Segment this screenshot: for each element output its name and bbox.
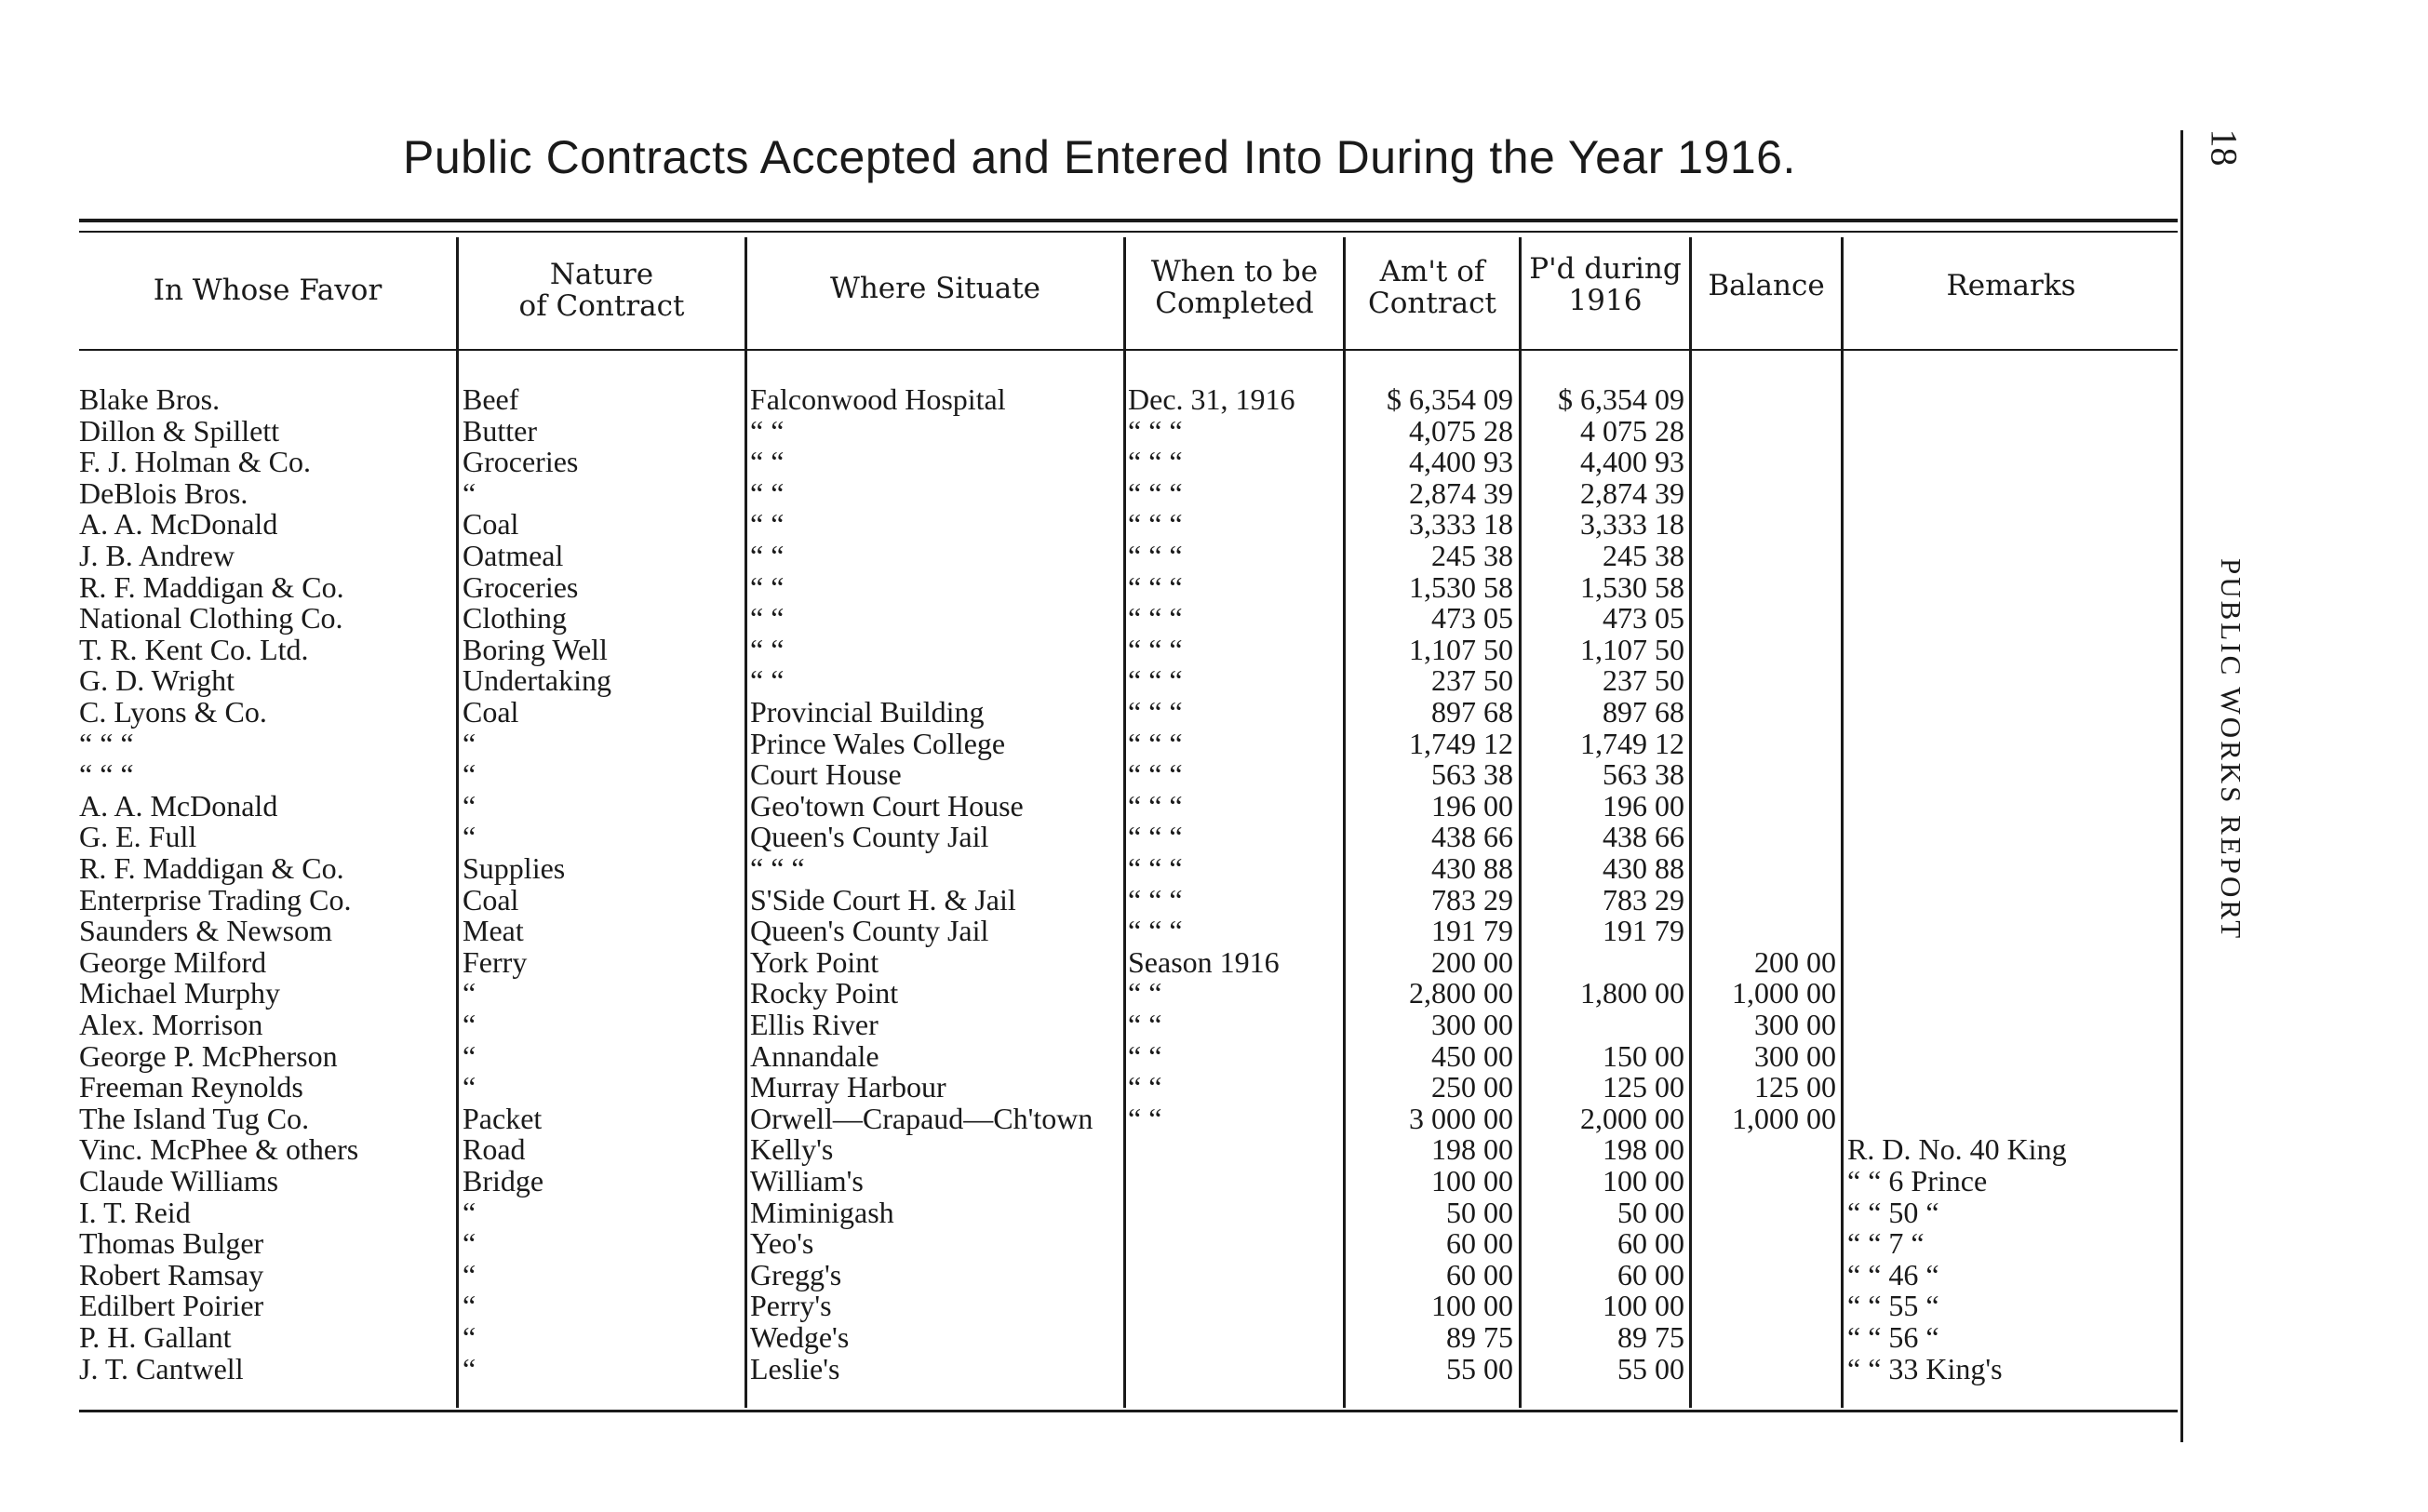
running-head: PUBLIC WORKS REPORT [2215,558,2247,942]
cell-nature: “ [463,757,476,792]
cell-paid: 438 66 [1603,820,1684,854]
cell-amount: 438 66 [1431,820,1513,854]
cell-remarks: “ “ 33 King's [1847,1351,2003,1385]
header-paid: P'd during 1916 [1529,252,1682,317]
cell-paid: 4 075 28 [1580,413,1684,448]
cell-nature: “ [463,1070,476,1104]
cell-nature: “ [463,788,476,823]
cell-amount: 783 29 [1431,882,1513,917]
cell-where: “ “ [750,475,785,510]
header-remarks: Remarks [1946,269,2076,302]
cell-paid: 237 50 [1603,663,1684,698]
cell-amount: 200 00 [1431,944,1513,979]
col-divider [744,237,747,1408]
cell-amount: 100 00 [1431,1164,1513,1198]
cell-paid: 125 00 [1603,1070,1684,1104]
cell-favor: George Milford [79,944,267,979]
top-rule-thin [79,231,2178,233]
cell-amount: 1,749 12 [1409,726,1513,760]
cell-amount: 50 00 [1446,1195,1513,1229]
cell-nature: Clothing [463,601,568,636]
cell-when: “ “ “ [1128,882,1183,917]
cell-where: Orwell—Crapaud—Ch'town [750,1101,1093,1135]
cell-when: Season 1916 [1128,944,1280,979]
cell-where: Gregg's [750,1257,842,1291]
cell-amount: 245 38 [1431,539,1513,572]
cell-when: “ “ [1128,976,1162,1010]
cell-favor: Vinc. McPhee & others [79,1132,359,1167]
cell-nature: Beef [463,382,519,416]
cell-paid: 1,749 12 [1580,726,1684,760]
cell-paid: 2,874 39 [1580,475,1684,510]
cell-paid: 100 00 [1603,1164,1684,1198]
cell-favor: DeBlois Bros. [79,475,248,510]
cell-remarks: “ “ 50 “ [1847,1195,1939,1229]
right-margin-line [2180,130,2183,1442]
cell-nature: “ [463,1226,476,1261]
cell-where: Kelly's [750,1132,834,1167]
cell-paid: 563 38 [1603,757,1684,792]
col-divider [1689,237,1692,1408]
cell-amount: 4,075 28 [1409,413,1513,448]
cell-nature: “ [463,1257,476,1291]
cell-when: “ “ “ [1128,507,1183,542]
cell-favor: A. A. McDonald [79,788,278,823]
cell-where: “ “ [750,507,785,542]
cell-balance: 1,000 00 [1732,976,1836,1010]
cell-where: “ “ [750,539,785,572]
cell-when: “ “ “ [1128,539,1183,572]
cell-paid: 60 00 [1617,1226,1684,1261]
cell-when: “ “ [1128,1101,1162,1135]
cell-remarks: “ “ 55 “ [1847,1289,1939,1323]
cell-paid: 1,107 50 [1580,632,1684,666]
cell-paid: 100 00 [1603,1289,1684,1323]
cell-favor: Claude Williams [79,1164,279,1198]
cell-paid: 191 79 [1603,914,1684,948]
cell-when: “ “ [1128,1038,1162,1073]
cell-nature: “ [463,820,476,854]
cell-amount: 198 00 [1431,1132,1513,1167]
cell-nature: “ [463,1320,476,1354]
cell-paid: 150 00 [1603,1038,1684,1073]
cell-where: Leslie's [750,1351,840,1385]
cell-amount: 60 00 [1446,1226,1513,1261]
cell-amount: 89 75 [1446,1320,1513,1354]
cell-when: “ “ “ [1128,695,1183,729]
cell-amount: 191 79 [1431,914,1513,948]
cell-remarks: “ “ 6 Prince [1847,1164,1988,1198]
cell-nature: Butter [463,413,537,448]
cell-nature: “ [463,1195,476,1229]
cell-favor: Blake Bros. [79,382,221,416]
cell-where: Provincial Building [750,695,985,729]
cell-where: Court House [750,757,902,792]
cell-paid: 50 00 [1617,1195,1684,1229]
cell-amount: 473 05 [1431,601,1513,636]
cell-where: Yeo's [750,1226,814,1261]
cell-remarks: “ “ 56 “ [1847,1320,1939,1354]
cell-nature: “ [463,1351,476,1385]
cell-when: “ “ “ [1128,569,1183,604]
cell-balance: 300 00 [1754,1008,1836,1041]
header-rule [79,349,2178,351]
cell-paid: 89 75 [1617,1320,1684,1354]
cell-favor: George P. McPherson [79,1038,338,1073]
cell-nature: Coal [463,695,519,729]
cell-where: Prince Wales College [750,726,1006,760]
cell-where: Miminigash [750,1195,894,1229]
cell-amount: 1,530 58 [1409,569,1513,604]
cell-where: Geo'town Court House [750,788,1024,823]
cell-favor: “ “ “ [79,726,134,760]
cell-favor: P. H. Gallant [79,1320,232,1354]
cell-favor: Robert Ramsay [79,1257,264,1291]
cell-nature: Boring Well [463,632,608,666]
cell-amount: $ 6,354 09 [1387,382,1513,416]
cell-balance: 300 00 [1754,1038,1836,1073]
top-rule-thick [79,219,2178,222]
cell-nature: Groceries [463,445,579,479]
cell-paid: 60 00 [1617,1257,1684,1291]
cell-favor: Michael Murphy [79,976,280,1010]
cell-remarks: “ “ 46 “ [1847,1257,1939,1291]
cell-favor: J. T. Cantwell [79,1351,244,1385]
col-divider [1123,237,1126,1408]
cell-amount: 3 000 00 [1409,1101,1513,1135]
cell-when: “ “ “ [1128,413,1183,448]
cell-amount: 300 00 [1431,1008,1513,1041]
cell-where: “ “ [750,663,785,698]
cell-favor: J. B. Andrew [79,539,235,572]
cell-where: Wedge's [750,1320,850,1354]
col-divider [456,237,459,1408]
cell-paid: 55 00 [1617,1351,1684,1385]
cell-where: Queen's County Jail [750,914,989,948]
cell-amount: 1,107 50 [1409,632,1513,666]
cell-amount: 60 00 [1446,1257,1513,1291]
cell-amount: 250 00 [1431,1070,1513,1104]
cell-when: “ “ “ [1128,914,1183,948]
cell-amount: 4,400 93 [1409,445,1513,479]
cell-when: “ “ “ [1128,851,1183,885]
cell-favor: Thomas Bulger [79,1226,264,1261]
cell-favor: I. T. Reid [79,1195,191,1229]
cell-where: “ “ [750,569,785,604]
cell-remarks: R. D. No. 40 King [1847,1132,2067,1167]
cell-favor: “ “ “ [79,757,134,792]
cell-where: “ “ “ [750,851,805,885]
cell-favor: G. D. Wright [79,663,235,698]
cell-where: “ “ [750,413,785,448]
cell-paid: 783 29 [1603,882,1684,917]
cell-when: “ “ “ [1128,601,1183,636]
cell-paid: 3,333 18 [1580,507,1684,542]
cell-amount: 2,800 00 [1409,976,1513,1010]
cell-favor: A. A. McDonald [79,507,278,542]
cell-paid: 2,000 00 [1580,1101,1684,1135]
cell-nature: “ [463,1038,476,1073]
cell-when: “ “ “ [1128,445,1183,479]
cell-paid: 1,530 58 [1580,569,1684,604]
cell-favor: F. J. Holman & Co. [79,445,312,479]
cell-favor: Alex. Morrison [79,1008,263,1041]
cell-when: “ “ “ [1128,663,1183,698]
cell-nature: Road [463,1132,526,1167]
cell-nature: Packet [463,1101,543,1135]
cell-favor: T. R. Kent Co. Ltd. [79,632,309,666]
cell-favor: Saunders & Newsom [79,914,332,948]
cell-amount: 100 00 [1431,1289,1513,1323]
cell-favor: G. E. Full [79,820,197,854]
cell-nature: Oatmeal [463,539,564,572]
cell-remarks: “ “ 7 “ [1847,1226,1925,1261]
cell-when: “ “ “ [1128,820,1183,854]
header-when: When to be Completed [1150,255,1319,320]
header-favor: In Whose Favor [153,274,382,307]
cell-paid: 897 68 [1603,695,1684,729]
cell-balance: 125 00 [1754,1070,1836,1104]
cell-where: York Point [750,944,879,979]
cell-amount: 430 88 [1431,851,1513,885]
cell-nature: Ferry [463,944,528,979]
cell-when: “ “ [1128,1008,1162,1041]
cell-amount: 2,874 39 [1409,475,1513,510]
cell-where: “ “ [750,601,785,636]
page-number: 18 [2203,128,2246,167]
cell-where: Queen's County Jail [750,820,989,854]
cell-when: Dec. 31, 1916 [1128,382,1295,416]
cell-favor: The Island Tug Co. [79,1101,310,1135]
cell-where: “ “ [750,632,785,666]
cell-amount: 55 00 [1446,1351,1513,1385]
cell-where: S'Side Court H. & Jail [750,882,1016,917]
cell-paid: 430 88 [1603,851,1684,885]
cell-where: William's [750,1164,864,1198]
cell-where: Rocky Point [750,976,899,1010]
cell-paid: 198 00 [1603,1132,1684,1167]
cell-paid: 245 38 [1603,539,1684,572]
cell-amount: 196 00 [1431,788,1513,823]
header-where: Where Situate [829,272,1041,305]
cell-where: “ “ [750,445,785,479]
cell-where: Ellis River [750,1008,879,1041]
cell-balance: 1,000 00 [1732,1101,1836,1135]
cell-nature: Bridge [463,1164,544,1198]
cell-balance: 200 00 [1754,944,1836,979]
cell-amount: 237 50 [1431,663,1513,698]
cell-favor: Edilbert Poirier [79,1289,264,1323]
cell-nature: “ [463,1008,476,1041]
cell-when: “ “ “ [1128,788,1183,823]
bottom-rule [79,1410,2178,1412]
cell-paid: 1,800 00 [1580,976,1684,1010]
cell-paid: $ 6,354 09 [1558,382,1684,416]
cell-when: “ “ “ [1128,726,1183,760]
cell-where: Annandale [750,1038,879,1073]
page-title: Public Contracts Accepted and Entered Into During the Year 1916. [403,131,1796,183]
cell-favor: National Clothing Co. [79,601,343,636]
cell-when: “ “ “ [1128,475,1183,510]
cell-favor: R. F. Maddigan & Co. [79,569,344,604]
cell-nature: Groceries [463,569,579,604]
cell-where: Falconwood Hospital [750,382,1006,416]
cell-nature: Coal [463,507,519,542]
cell-amount: 3,333 18 [1409,507,1513,542]
cell-nature: “ [463,475,476,510]
cell-nature: “ [463,1289,476,1323]
header-nature: Nature of Contract [518,258,685,323]
cell-nature: “ [463,976,476,1010]
cell-when: “ “ [1128,1070,1162,1104]
cell-when: “ “ “ [1128,757,1183,792]
cell-favor: R. F. Maddigan & Co. [79,851,344,885]
cell-favor: Enterprise Trading Co. [79,882,352,917]
cell-when: “ “ “ [1128,632,1183,666]
cell-paid: 4,400 93 [1580,445,1684,479]
cell-where: Murray Harbour [750,1070,946,1104]
col-divider [1841,237,1844,1408]
cell-amount: 450 00 [1431,1038,1513,1073]
cell-favor: Freeman Reynolds [79,1070,303,1104]
cell-amount: 563 38 [1431,757,1513,792]
cell-paid: 196 00 [1603,788,1684,823]
cell-amount: 897 68 [1431,695,1513,729]
cell-nature: Coal [463,882,519,917]
cell-favor: Dillon & Spillett [79,413,280,448]
cell-nature: Supplies [463,851,566,885]
cell-nature: Meat [463,914,524,948]
header-amount: Am't of Contract [1368,255,1496,320]
cell-nature: Undertaking [463,663,611,698]
cell-where: Perry's [750,1289,832,1323]
header-balance: Balance [1708,269,1825,302]
cell-paid: 473 05 [1603,601,1684,636]
cell-nature: “ [463,726,476,760]
cell-favor: C. Lyons & Co. [79,695,267,729]
